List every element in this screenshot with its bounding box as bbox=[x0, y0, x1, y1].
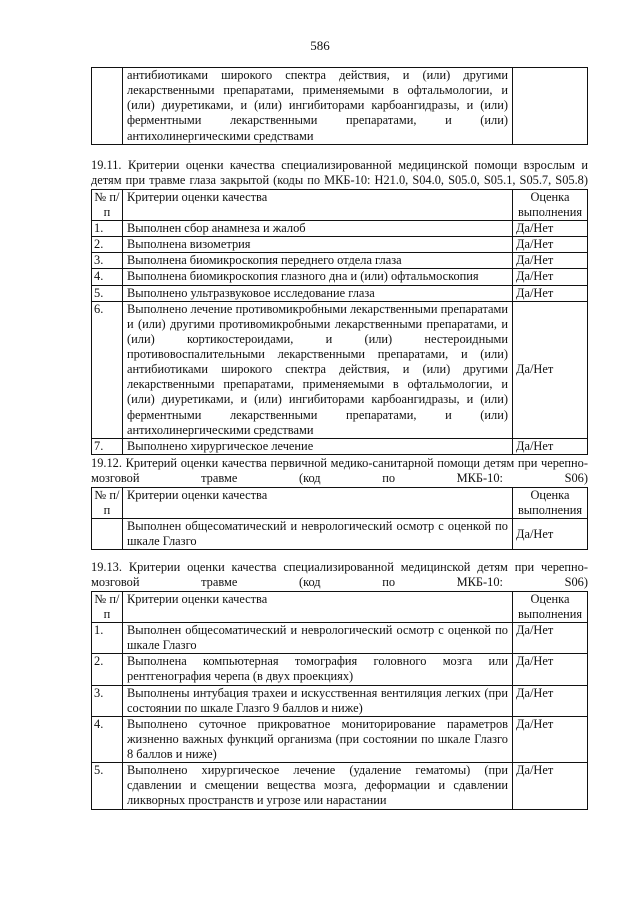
result-cell: Да/Нет bbox=[513, 253, 588, 269]
header-result: Оценка выполнения bbox=[513, 189, 588, 220]
header-num: № п/п bbox=[92, 591, 123, 622]
criterion-cell: Выполнены интубация трахеи и искусственная вентиляция легких (при состоянии по шкале Глазго 9 баллов и ниже) bbox=[123, 685, 513, 716]
num-cell: 7. bbox=[92, 438, 123, 454]
header-result: Оценка выполнения bbox=[513, 591, 588, 622]
table-header-row bbox=[92, 487, 588, 518]
criterion-cell: Выполнена компьютерная томография головного мозга или рентгенография черепа (в двух проекциях) bbox=[123, 654, 513, 685]
num-cell: 2. bbox=[92, 237, 123, 253]
result-cell: Да/Нет bbox=[513, 519, 588, 550]
table-row bbox=[92, 654, 588, 685]
criterion-cell: Выполнен общесоматический и неврологический осмотр с оценкой по шкале Глазго bbox=[123, 623, 513, 654]
criterion-cell: Выполнено хирургическое лечение bbox=[123, 438, 513, 454]
table-row bbox=[92, 438, 588, 454]
continuation-table bbox=[91, 67, 588, 145]
table-row bbox=[92, 519, 588, 550]
table-row bbox=[92, 685, 588, 716]
criterion-cell: Выполнен сбор анамнеза и жалоб bbox=[123, 221, 513, 237]
result-cell: Да/Нет bbox=[513, 438, 588, 454]
table-row bbox=[92, 301, 588, 438]
table-row bbox=[92, 623, 588, 654]
result-cell: Да/Нет bbox=[513, 269, 588, 285]
table-row bbox=[92, 716, 588, 762]
result-cell: Да/Нет bbox=[513, 685, 588, 716]
table-row bbox=[92, 269, 588, 285]
table-row bbox=[92, 763, 588, 809]
header-result: Оценка выполнения bbox=[513, 487, 588, 518]
table-row bbox=[92, 221, 588, 237]
criteria-table bbox=[91, 189, 588, 455]
section-19-12 bbox=[91, 456, 588, 550]
table-row bbox=[92, 237, 588, 253]
section-heading: 19.11. Критерии оценки качества специализированной медицинской помощи взрослым и детям при травме глаза закрытой (коды по МКБ-10: H21.0, S04.0, S05.0, S05.1, S05.7, S05.8) bbox=[91, 158, 588, 188]
result-cell: Да/Нет bbox=[513, 221, 588, 237]
criterion-cell: Выполнено суточное прикроватное мониторирование параметров жизненно важных функций организма (при состоянии по шкале Глазго 8 баллов и ниже) bbox=[123, 716, 513, 762]
section-19-13 bbox=[91, 560, 588, 810]
criterion-cell: Выполнен общесоматический и неврологический осмотр с оценкой по шкале Глазго bbox=[123, 519, 513, 550]
criteria-table bbox=[91, 487, 588, 551]
table-row bbox=[92, 68, 588, 145]
num-cell: 6. bbox=[92, 301, 123, 438]
result-cell: Да/Нет bbox=[513, 763, 588, 809]
table-header-row bbox=[92, 591, 588, 622]
header-criterion: Критерии оценки качества bbox=[123, 487, 513, 518]
section-19-11 bbox=[91, 158, 588, 455]
num-cell: 5. bbox=[92, 763, 123, 809]
result-cell: Да/Нет bbox=[513, 716, 588, 762]
result-cell: Да/Нет bbox=[513, 654, 588, 685]
section-heading: 19.13. Критерии оценки качества специализированной медицинской детям при черепно-мозговой травме (код по МКБ-10: S06) bbox=[91, 560, 588, 590]
header-num: № п/п bbox=[92, 487, 123, 518]
num-cell bbox=[92, 519, 123, 550]
result-cell bbox=[513, 68, 588, 145]
criterion-cell: Выполнено хирургическое лечение (удаление гематомы) (при сдавлении и смещении вещества мозга, деформации и сдавлении ликворных пространств и угрозе или нарастании bbox=[123, 763, 513, 809]
num-cell: 5. bbox=[92, 285, 123, 301]
result-cell: Да/Нет bbox=[513, 237, 588, 253]
header-num: № п/п bbox=[92, 189, 123, 220]
num-cell: 2. bbox=[92, 654, 123, 685]
num-cell: 1. bbox=[92, 623, 123, 654]
num-cell: 1. bbox=[92, 221, 123, 237]
criterion-cell: Выполнена визометрия bbox=[123, 237, 513, 253]
result-cell: Да/Нет bbox=[513, 285, 588, 301]
section-heading: 19.12. Критерий оценки качества первичной медико-санитарной помощи детям при черепно-мозговой травме (код по МКБ-10: S06) bbox=[91, 456, 588, 486]
header-criterion: Критерии оценки качества bbox=[123, 189, 513, 220]
table-row bbox=[92, 253, 588, 269]
num-cell: 4. bbox=[92, 716, 123, 762]
page-number: 586 bbox=[310, 38, 330, 53]
criteria-table bbox=[91, 591, 588, 810]
table-row bbox=[92, 285, 588, 301]
criterion-cell: Выполнена биомикроскопия глазного дна и (или) офтальмоскопия bbox=[123, 269, 513, 285]
header-criterion: Критерии оценки качества bbox=[123, 591, 513, 622]
num-cell: 4. bbox=[92, 269, 123, 285]
result-cell: Да/Нет bbox=[513, 623, 588, 654]
criterion-cell: Выполнена биомикроскопия переднего отдела глаза bbox=[123, 253, 513, 269]
table-header-row bbox=[92, 189, 588, 220]
criterion-cell: Выполнено ультразвуковое исследование глаза bbox=[123, 285, 513, 301]
criterion-cell: Выполнено лечение противомикробными лекарственными препаратами и (или) другими противомикробными лекарственными препаратами, и (или) кортикостероидами, и (или) нестероидными противовоспалительными лекарственными препаратами, и (или) антибиотиками широкого спектра действия, и (или) другими лекарственными препаратами, применяемыми в офтальмологии, и (или) диуретиками, и (или) ингибиторами карбоангидразы, и (или) ферментными лекарственными препаратами, и (или) антихолинергическими средствами bbox=[123, 301, 513, 438]
result-cell: Да/Нет bbox=[513, 301, 588, 438]
num-cell: 3. bbox=[92, 685, 123, 716]
criterion-cell: антибиотиками широкого спектра действия, и (или) другими лекарственными препаратами, применяемыми в офтальмологии, и (или) диуретиками, и (или) ингибиторами карбоангидразы, и (или) ферментными лекарственными препаратами, и (или) антихолинергическими средствами bbox=[123, 68, 513, 145]
num-cell bbox=[92, 68, 123, 145]
num-cell: 3. bbox=[92, 253, 123, 269]
